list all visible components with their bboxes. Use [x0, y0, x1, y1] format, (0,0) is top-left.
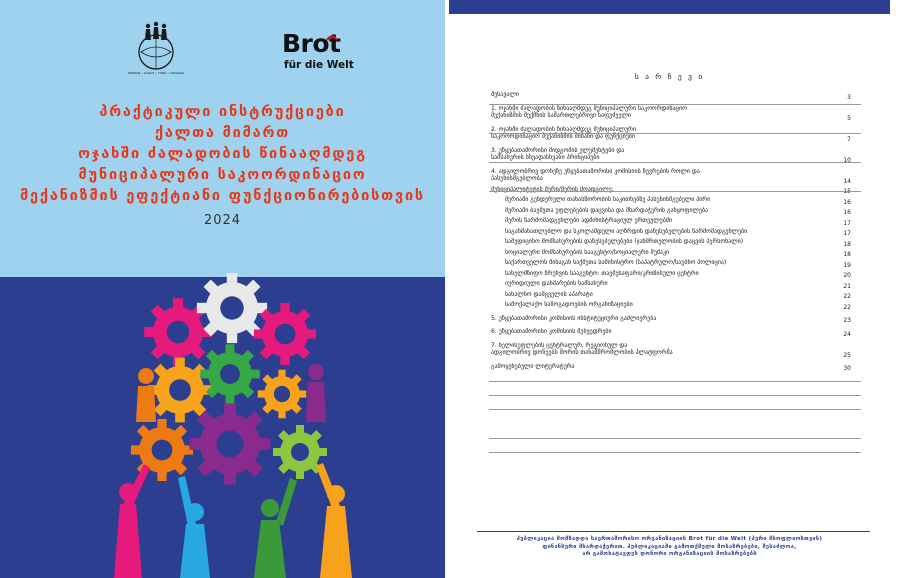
- toc-entry[interactable]: სახალხო დამცველის აპარატი 22: [505, 290, 851, 300]
- toc-entry[interactable]: 3. უწყებათაშორისი მიდგომის ელემენტები და სამსახურის სხვადასხვანი პრინციპები 10: [491, 146, 851, 164]
- cover-year: 2024: [203, 213, 242, 228]
- brot-logo-accent: [326, 34, 338, 41]
- toc-divider: [489, 381, 861, 382]
- cover-title-line-5: მექანიზმის ეფექტიანი ფუნქციონირებისთვის: [20, 188, 425, 204]
- toc-entry[interactable]: მერიაში გენდერული თანასწორობის საკითხებზე პასუხისმგებელი პირი 16: [505, 196, 851, 206]
- publication-disclaimer: [449, 536, 890, 559]
- toc-entry[interactable]: 4. ადგილობრივ დონეზე უწყებათაშორისი კომისიის წევრების როლი და პასუხისმგებლობა 14: [491, 167, 851, 185]
- toc-entry[interactable]: მერიაში ბავშვთა უფლებების დაცვისა და მხარდაჭერის განყოფილება 16: [505, 206, 851, 216]
- toc-top-band: [449, 0, 890, 14]
- toc-divider: [489, 133, 861, 134]
- person-figure: [114, 464, 150, 578]
- toc-divider: [489, 104, 861, 105]
- disclaimer-line-1: პუბლიკაცია მომზადდა საერთაშორისო ორგანიზაციის Brot für die Welt (პური მსოფლიოსთვის): [516, 536, 823, 542]
- cover-title-line-3: ოჯახში ძალადობის წინააღმდეგ: [78, 146, 367, 162]
- cover-title-line-1: პრაქტიკული ინსტრუქციები: [99, 104, 346, 120]
- cover-title-line-4: მუნიციპალური საკოორდინაციო: [78, 167, 367, 183]
- toc-heading: ს ა რ ჩ ე ვ ი: [634, 72, 705, 81]
- brot-fur-die-welt-logo: [282, 29, 354, 71]
- gears-people-illustration: [100, 272, 360, 578]
- toc-entry[interactable]: სამოქალაქო საზოგადოების ორგანიზაციები 22: [505, 301, 851, 311]
- toc-entry[interactable]: იურიდიული დახმარების სამსახური 21: [505, 280, 851, 290]
- women-fund-logo-caption: WOMAN • LOGOS • FUND • GEORGIA: [128, 71, 184, 75]
- toc-entry[interactable]: 2. ოჯახში ძალადობის წინააღმდეგ მუნიციპალური საკოორდინაციო მექანიზმის მიზანი და ფუნქციები 7: [491, 125, 851, 143]
- toc-entry[interactable]: მუნიციპალიტეტის მერი/მერის მოადგილე: 15: [491, 185, 851, 195]
- toc-entry[interactable]: საქართველოს შინაგან საქმეთა სამინისტრო (საპატრულო/საუბნო პოლიცია) 19: [505, 259, 851, 269]
- cover-page: [0, 0, 445, 578]
- toc-divider: [489, 191, 861, 192]
- disclaimer-line-3: არ გამოხატავდეს დონორი ორგანიზაციის მოსაზრებებს: [582, 551, 757, 557]
- toc-divider: [489, 162, 861, 163]
- toc-divider: [489, 395, 861, 396]
- toc-entry[interactable]: გამოყენებული ლიტერატურა 30: [491, 362, 851, 372]
- toc-divider: [489, 409, 861, 410]
- footer-divider: [477, 531, 870, 532]
- toc-entry[interactable]: სოციალური მომსახურების სააგენტო/სოციალური მუშაკი 18: [505, 248, 851, 258]
- table-of-contents-page: [449, 0, 900, 578]
- toc-entry[interactable]: 7. ხელისუფლების ცენტრალურ, რეგიონულ და ადგილობრივ დონეებს შორის თანამშრომლობის პლატფორმა 25: [491, 341, 851, 359]
- disclaimer-line-2: ფინანსური მხარდაჭერით. პუბლიკაციაში გამოთქმული მოსაზრებები, შესაძლოა,: [542, 543, 797, 550]
- toc-entry[interactable]: 6. უწყებათაშორისი კომისიის შეხვედრები 24: [491, 328, 851, 338]
- toc-entry[interactable]: შესავალი 3: [491, 91, 851, 101]
- toc-divider: [489, 452, 861, 453]
- women-fund-logo: [128, 20, 184, 76]
- toc-entry[interactable]: სამედიცინო მომსახურების დაწესებულებები (ჯანმრთელობის დაცვის პერსონალი) 18: [505, 238, 851, 248]
- brot-logo-word: Brot: [282, 29, 341, 58]
- toc-divider: [489, 438, 861, 439]
- cover-title-line-2: ქალთა მიმართ: [154, 125, 291, 141]
- toc-entry[interactable]: 1. ოჯახში ძალადობის წინააღმდეგ მუნიციპალური საკოორდინაციო მექანიზმის შექმნის სამართლებრივი საფუძველი 5: [491, 104, 851, 122]
- toc-entry[interactable]: სახელმწიფო ზრუნვის სააგენტო: თავშესაფარი/კრიზისული ცენტრი 20: [505, 269, 851, 279]
- toc-entry[interactable]: 5. უწყებათაშორისი კომისიის ინსტიტუციური გაძლიერება 23: [491, 314, 851, 324]
- toc-entry[interactable]: მერის წარმომადგენლები ადმინისტრაციულ ერთეულებში 17: [505, 217, 851, 227]
- toc-entry[interactable]: საგანმანათლებლო და სკოლამდელი აღზრდის დაწესებულების წარმომადგენლები 17: [505, 227, 851, 237]
- brot-logo-subtitle: für die Welt: [284, 59, 354, 71]
